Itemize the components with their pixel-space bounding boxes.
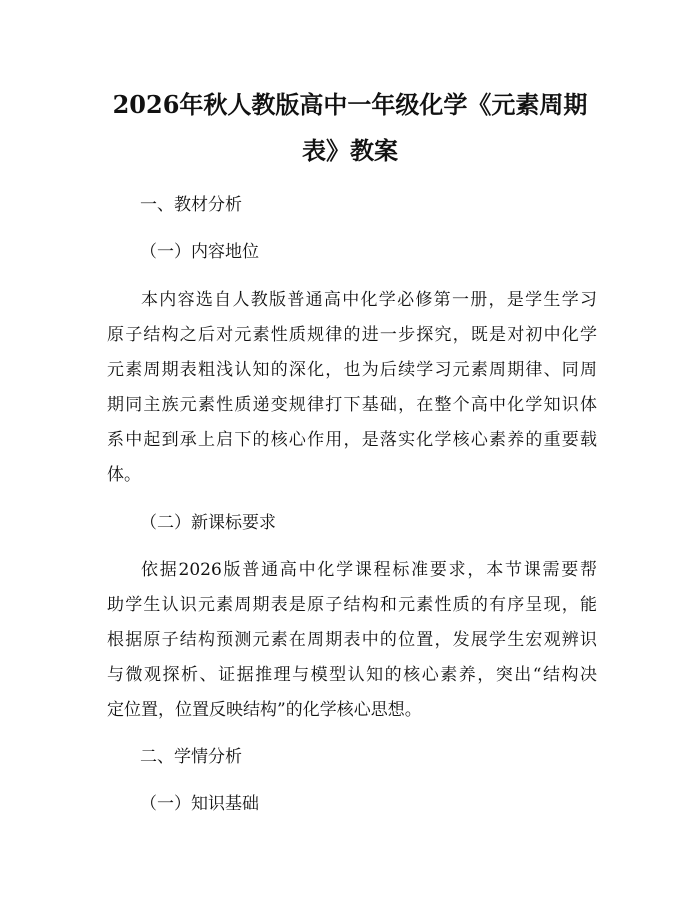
paragraph-line: 定位置，位置反映结构”的化学核心思想。 <box>107 700 422 720</box>
paragraph-line: 期同主族元素性质递变规律打下基础，在整个高中化学知识体 <box>107 395 597 415</box>
paragraph-line: 元素周期表粗浅认知的深化，也为后续学习元素周期律、同周 <box>107 360 597 380</box>
subsection-heading-knowledge-base: （一）知识基础 <box>140 794 259 814</box>
section-heading-learner-analysis: 二、学情分析 <box>140 747 242 767</box>
document-title-line-2: 表》教案 <box>302 136 398 165</box>
paragraph-line: 体。 <box>107 465 141 485</box>
paragraph-line: 根据原子结构预测元素在周期表中的位置，发展学生宏观辨识 <box>107 630 597 650</box>
subsection-heading-content-position: （一）内容地位 <box>140 242 259 262</box>
paragraph-line: 助学生认识元素周期表是原子结构和元素性质的有序呈现，能 <box>107 595 597 615</box>
paragraph-line: 系中起到承上启下的核心作用，是落实化学核心素养的重要载 <box>107 430 597 450</box>
paragraph-line: 依据2026版普通高中化学课程标准要求，本节课需要帮 <box>141 560 597 580</box>
paragraph-content-position <box>107 283 597 493</box>
paragraph-new-curriculum <box>107 553 597 728</box>
paragraph-line: 原子结构之后对元素性质规律的进一步探究，既是对初中化学 <box>107 325 597 345</box>
paragraph-line: 与微观探析、证据推理与模型认知的核心素养，突出“结构决 <box>107 665 597 685</box>
subsection-heading-new-curriculum: （二）新课标要求 <box>140 513 276 533</box>
paragraph-line: 本内容选自人教版普通高中化学必修第一册，是学生学习 <box>141 290 597 310</box>
section-heading-textbook-analysis: 一、教材分析 <box>140 195 242 215</box>
document-title-line-1: 2026年秋人教版高中一年级化学《元素周期 <box>112 90 588 119</box>
